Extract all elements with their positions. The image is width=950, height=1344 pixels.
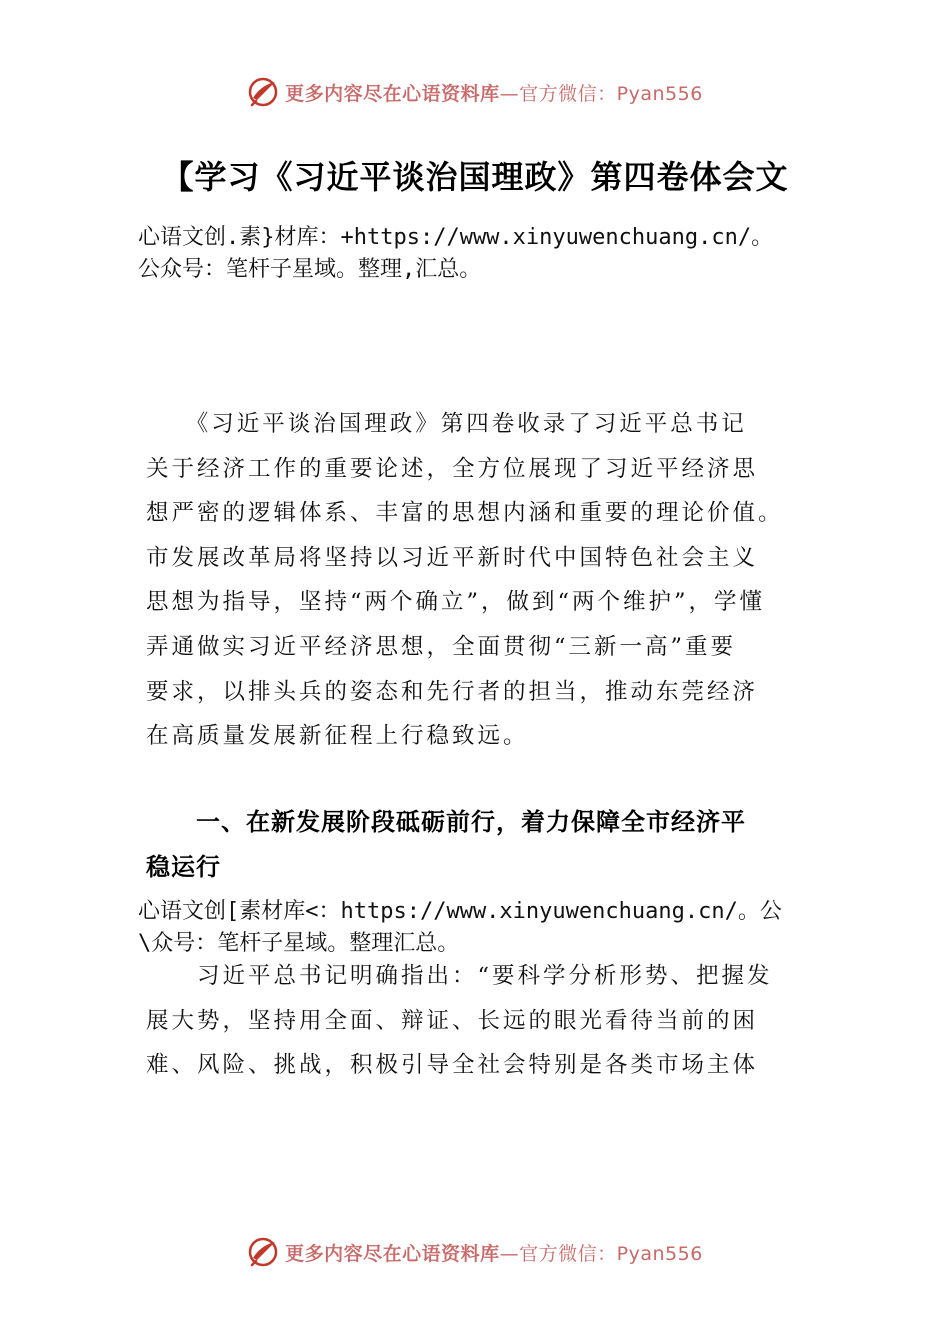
source-note-line: 心语文创[素材库<：https://www.xinyuwenchuang.cn/。公 (138, 899, 782, 924)
banner-suffix: —官方微信：Pyan556 (499, 82, 703, 105)
document-title: 【学习《习近平谈治国理政》第四卷体会文 (161, 158, 789, 196)
paragraph-line: 在高质量发展新征程上行稳致远。 (146, 723, 529, 750)
paragraph-line: 要求，以排头兵的姿态和先行者的担当，推动东莞经济 (146, 678, 759, 705)
heading-line: 一、在新发展阶段砥砺前行，着力保障全市经济平 (146, 808, 746, 836)
section-paragraph (146, 954, 826, 1088)
source-note (138, 222, 773, 286)
banner-brand: 更多内容尽在心语资料库 (285, 1242, 500, 1265)
paragraph-line: 弄通做实习近平经济思想，全面贯彻“三新一高”重要 (146, 633, 737, 660)
paragraph-line: 《习近平谈治国理政》第四卷收录了习近平总书记 (146, 411, 747, 437)
paragraph-line: 想严密的逻辑体系、丰富的思想内涵和重要的理论价值。 (146, 500, 784, 527)
paragraph-line: 难、风险、挑战，积极引导全社会特别是各类市场主体 (146, 1052, 759, 1079)
intro-paragraph (146, 402, 826, 759)
paragraph-line: 关于经济工作的重要论述，全方位展现了习近平经济思 (146, 455, 759, 482)
paragraph-line: 展大势，坚持用全面、辩证、长远的眼光看待当前的困 (146, 1007, 759, 1034)
heading-line: 稳运行 (146, 853, 221, 881)
banner-brand: 更多内容尽在心语资料库 (285, 82, 500, 105)
paragraph-line: 思想为指导，坚持“两个确立”，做到“两个维护”，学懂 (146, 589, 766, 616)
source-note-line: 公众号：笔杆子星域。整理,汇总。 (138, 257, 482, 282)
banner-suffix: —官方微信：Pyan556 (499, 1242, 703, 1265)
paragraph-line: 习近平总书记明确指出：“要科学分析形势、把握发 (146, 963, 773, 989)
source-note-line: 心语文创.素}材库：+https://www.xinyuwenchuang.cn/。 (138, 225, 774, 250)
footer-banner (0, 1232, 950, 1272)
brush-pen-logo-icon (247, 76, 279, 108)
header-banner (0, 72, 950, 112)
brush-pen-logo-icon (247, 1236, 279, 1268)
source-note-line: \众号：笔杆子星域。整理汇总。 (138, 931, 460, 956)
section-heading (146, 800, 746, 890)
banner-text (285, 1239, 703, 1266)
paragraph-line: 市发展改革局将坚持以习近平新时代中国特色社会主义 (146, 544, 759, 571)
banner-text (285, 79, 703, 106)
source-note (138, 896, 782, 960)
